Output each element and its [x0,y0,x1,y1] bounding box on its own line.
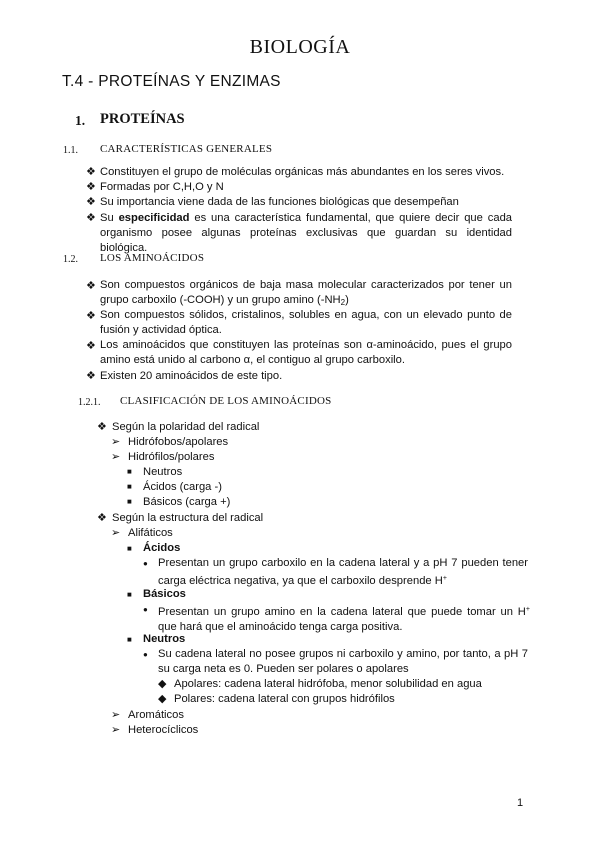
section-1-2-title: LOS AMINOÁCIDOS [100,252,205,264]
circle-bullet-icon: ● [143,559,148,568]
square-bullet-icon: ■ [127,544,132,553]
diamond-bullet-icon: ❖ [86,340,96,352]
list-item: Existen 20 aminoácidos de este tipo. [100,370,283,382]
page-number: 1 [517,797,524,809]
filled-diamond-bullet-icon: ◆ [158,693,167,705]
superscript: + [525,606,530,613]
list-item: Los aminoácidos que constituyen las proteínas son α-aminoácido, pues el grupo amino está unido al carbono α, el contiguo al grupo carboxilo. [100,339,512,366]
diamond-bullet-icon: ❖ [86,212,96,224]
list-item-text: es una característica fundamental, que quiere decir que cada organismo posee algunas proteínas exclusivas que guardan su identidad biológica. [100,212,513,254]
list-item: Constituyen el grupo de moléculas orgánicas más abundantes en los seres vivos. [100,166,505,178]
list-item: Polares: cadena lateral con grupos hidrófilos [174,693,395,705]
document-title: BIOLOGÍA [249,36,351,58]
list-item: Heterocíclicos [128,724,199,736]
diamond-bullet-icon: ❖ [86,166,96,178]
list-item: Aromáticos [128,709,184,721]
square-bullet-icon: ■ [127,482,132,491]
list-item: Alifáticos [128,527,173,539]
list-item [158,602,530,635]
square-bullet-icon: ■ [127,497,132,506]
section-1-2-1-title: CLASIFICACIÓN DE LOS AMINOÁCIDOS [120,395,332,407]
section-1-1-title: CARACTERÍSTICAS GENERALES [100,143,273,155]
filled-diamond-bullet-icon: ◆ [158,678,167,690]
list-item: Su cadena lateral no posee grupos ni carboxilo y amino, por tanto, a pH 7 su carga neta es 0. Pueden ser polares o apolares [158,648,528,675]
diamond-bullet-icon: ❖ [86,181,96,193]
arrow-bullet-icon: ➢ [111,709,121,721]
diamond-bullet-icon: ❖ [86,196,96,208]
unit-title: T.4 - PROTEÍNAS Y ENZIMAS [62,73,281,90]
list-item: Apolares: cadena lateral hidrófoba, menor solubilidad en agua [174,678,482,690]
list-item [158,556,528,589]
bold-term: especificidad [118,212,190,224]
square-bullet-icon: ■ [127,635,132,644]
list-item: Su importancia viene dada de las funciones biológicas que desempeñan [100,196,459,208]
list-item: Hidrófobos/apolares [128,436,229,448]
diamond-bullet-icon: ❖ [86,310,96,322]
square-bullet-icon: ■ [127,590,132,599]
list-item-heading: Neutros [143,633,186,645]
list-item: Formadas por C,H,O y N [100,181,224,193]
section-1-2-1-number: 1.2.1. [78,397,101,408]
arrow-bullet-icon: ➢ [111,451,121,463]
list-item-heading: Ácidos [143,542,181,554]
list-item-text: Son compuestos orgánicos de baja masa molecular caracterizados por tener un grupo carboxilo (-COOH) y un grupo amino (-NH [100,279,512,306]
list-item: Neutros [143,466,183,478]
list-item: Según la polaridad del radical [112,421,260,433]
list-item: Ácidos (carga -) [143,481,222,493]
section-1-number: 1. [75,113,86,128]
section-1-title: PROTEÍNAS [100,111,185,127]
diamond-bullet-icon: ❖ [86,280,96,292]
circle-bullet-icon: ● [143,605,148,614]
list-item-text: Presentan un grupo amino en la cadena lateral que puede tomar un H [158,606,526,618]
list-item-text: Su [100,212,114,224]
square-bullet-icon: ■ [127,467,132,476]
list-item [100,211,512,256]
circle-bullet-icon: ● [143,650,148,659]
arrow-bullet-icon: ➢ [111,436,121,448]
arrow-bullet-icon: ➢ [111,724,121,736]
list-item: Hidrófilos/polares [128,451,215,463]
diamond-bullet-icon: ❖ [86,370,96,382]
diamond-bullet-icon: ❖ [97,421,107,433]
list-item-text: ) [345,294,349,306]
diamond-bullet-icon: ❖ [97,512,107,524]
list-item [100,278,512,310]
subscript: 2 [340,298,346,307]
list-item: Según la estructura del radical [112,512,264,524]
list-item: Son compuestos sólidos, cristalinos, solubles en agua, con un elevado punto de fusión y actividad óptica. [100,309,512,336]
section-1-1-number: 1.1. [63,145,78,156]
list-item-heading: Básicos [143,588,186,600]
arrow-bullet-icon: ➢ [111,527,121,539]
section-1-2-number: 1.2. [63,254,78,265]
superscript: + [442,575,447,582]
list-item: Básicos (carga +) [143,496,231,508]
list-item-text: Presentan un grupo carboxilo en la cadena lateral y a pH 7 pueden tener carga eléctrica negativa, ya que el carboxilo desprende H [158,557,528,587]
list-item-text: que hará que el aminoácido tenga carga positiva. [158,621,403,633]
